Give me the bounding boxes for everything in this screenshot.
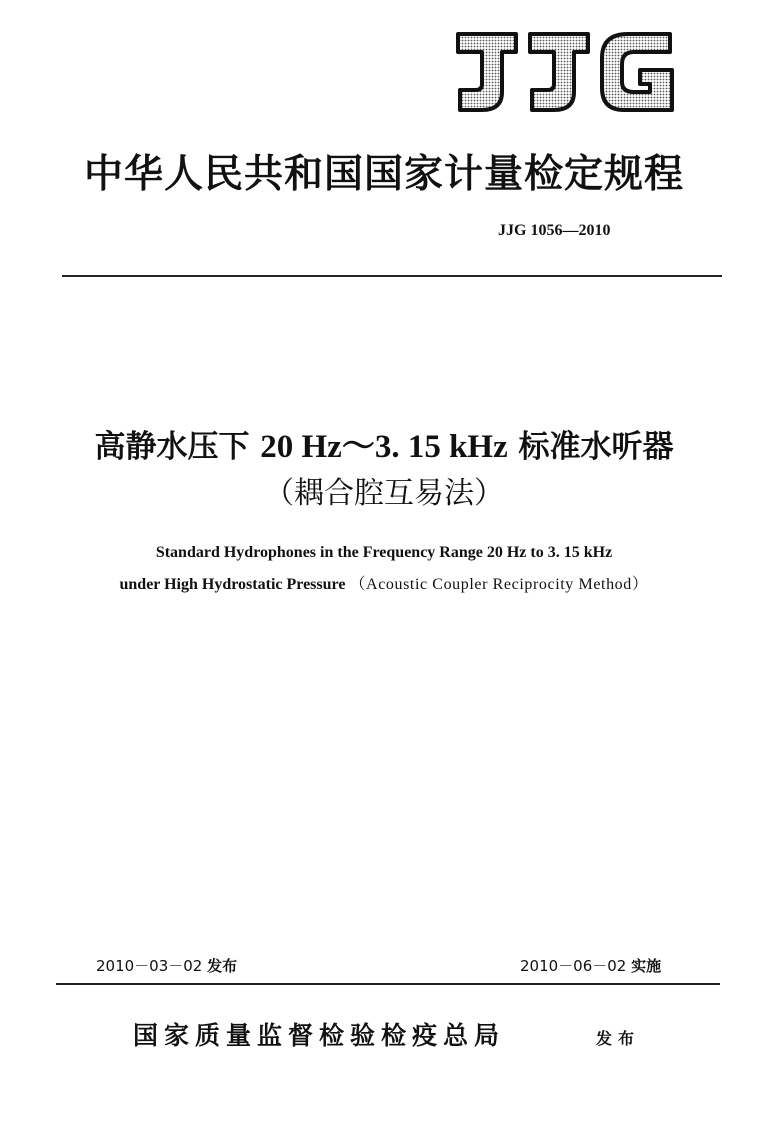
publisher-suffix: 发布 xyxy=(596,1029,641,1048)
divider-bottom xyxy=(56,983,720,985)
effective-date xyxy=(520,955,661,976)
publisher: 国家质量监督检验检疫总局 xyxy=(133,1021,506,1050)
standard-code: JJG 1056—2010 xyxy=(498,222,611,239)
title-cn-part1: 高静水压下 xyxy=(94,429,250,465)
title-cn-part2: 标准水听器 xyxy=(518,429,674,465)
subtitle-cn: （耦合腔互易法） xyxy=(264,476,504,511)
issue-date xyxy=(96,955,237,976)
jjg-logo xyxy=(452,30,678,114)
divider-top xyxy=(62,275,722,277)
title-en-line1: Standard Hydrophones in the Frequency Range 20 Hz to 3. 15 kHz xyxy=(155,544,613,561)
effective-date-label: 实施 xyxy=(631,957,662,975)
issue-date-label: 发布 xyxy=(207,957,238,975)
issue-date-value: 2010－03－02 xyxy=(96,957,203,975)
org-title: 中华人民共和国国家计量检定规程 xyxy=(83,151,684,197)
title-en-line2-method: （Acoustic Coupler Reciprocity Method） xyxy=(349,576,649,593)
title-cn-frequency: 20 Hz～3. 15 kHz xyxy=(260,429,508,465)
title-en-line2 xyxy=(0,571,768,594)
effective-date-value: 2010－06－02 xyxy=(520,957,627,975)
title-cn xyxy=(0,420,768,467)
title-en-line2-bold: under High Hydrostatic Pressure xyxy=(119,576,346,593)
